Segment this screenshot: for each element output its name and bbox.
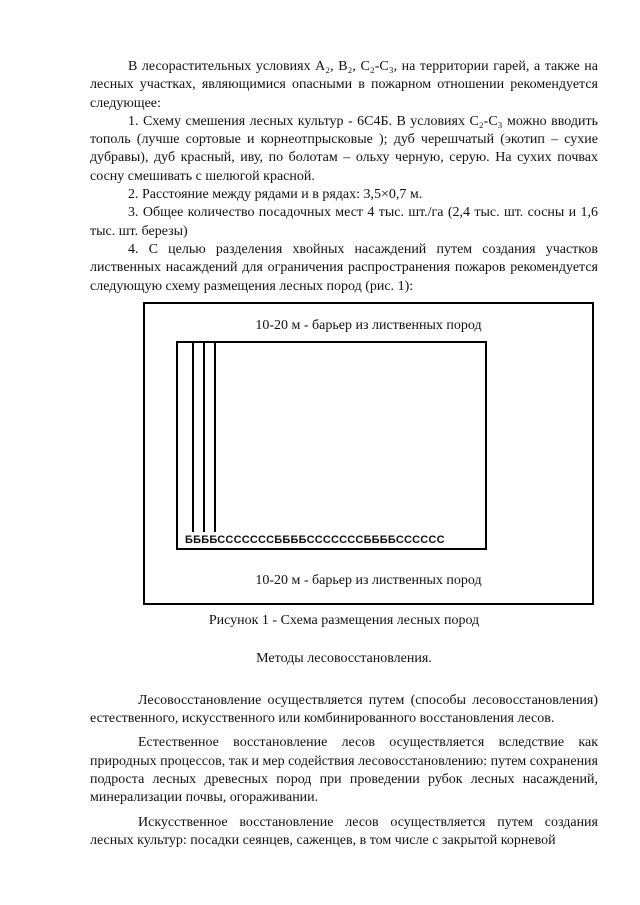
section-paragraph-2: Естественное восстановление лесов осуществляется вследствие как природных процессов, так и мер содействия лесовосстановлению: путем сохранения подроста лесных древесных пород при проведении рубок лесных насаждений, минерализации почвы, огораживании. [90, 735, 598, 806]
recommendation-3: 3. Общее количество посадочных мест 4 тыс. шт./га (2,4 тыс. шт. сосны и 1,6 тыс. шт. березы) [90, 205, 598, 239]
intro-paragraph: В лесорастительных условиях А₂, В₂, С₂-С₃, на территории гарей, а также на лесных участках, являющимися опасными в пожарном отношении рекомендуется следующее: [90, 59, 598, 111]
row-line [214, 343, 216, 532]
row-line [203, 343, 205, 532]
row-line [192, 343, 194, 532]
figure-top-label: 10-20 м - барьер из лиственных пород [255, 317, 482, 333]
figure-bottom-label: 10-20 м - барьер из лиственных пород [255, 572, 482, 588]
section-paragraph-3: Искусственное восстановление лесов осуществляется путем создания лесных культур: посадки сеянцев, саженцев, в том числе с закрытой корневой [90, 814, 598, 848]
section-heading: Методы лесовосстановления. [256, 650, 432, 666]
conifer-plot [176, 341, 487, 550]
document-page [90, 58, 598, 850]
planting-scheme-figure [143, 302, 594, 605]
recommendation-4: 4. С целью разделения хвойных насаждений путем создания участков лиственных насаждений для ограничения распространения пожаров рекомендуется следующую схему размещения лесных пород (рис. 1): [90, 241, 598, 294]
recommendation-1: 1. Схему смешения лесных культур - 6С4Б. В условиях С₂-С₃ можно вводить тополь (лучше сортовые и корнеотпрысковые ); дуб черешчатый (экотип – сухие дубравы), дуб красный, иву, по болотам – ольху черную, серую. На сухих почвах сосну смешивать с шелюгой красной. [90, 113, 598, 184]
recommendation-2: 2. Расстояние между рядами и в рядах: 3,5×0,7 м. [128, 187, 423, 203]
species-rows-text: ББББСССССССББББСССССССББББСССССС [185, 533, 445, 546]
section-paragraph-1: Лесовосстановление осуществляется путем (способы лесовосстановления) естественного, искусственного или комбинированного восстановления лесов. [90, 692, 598, 727]
figure-caption: Рисунок 1 - Схема размещения лесных пород [208, 612, 480, 628]
